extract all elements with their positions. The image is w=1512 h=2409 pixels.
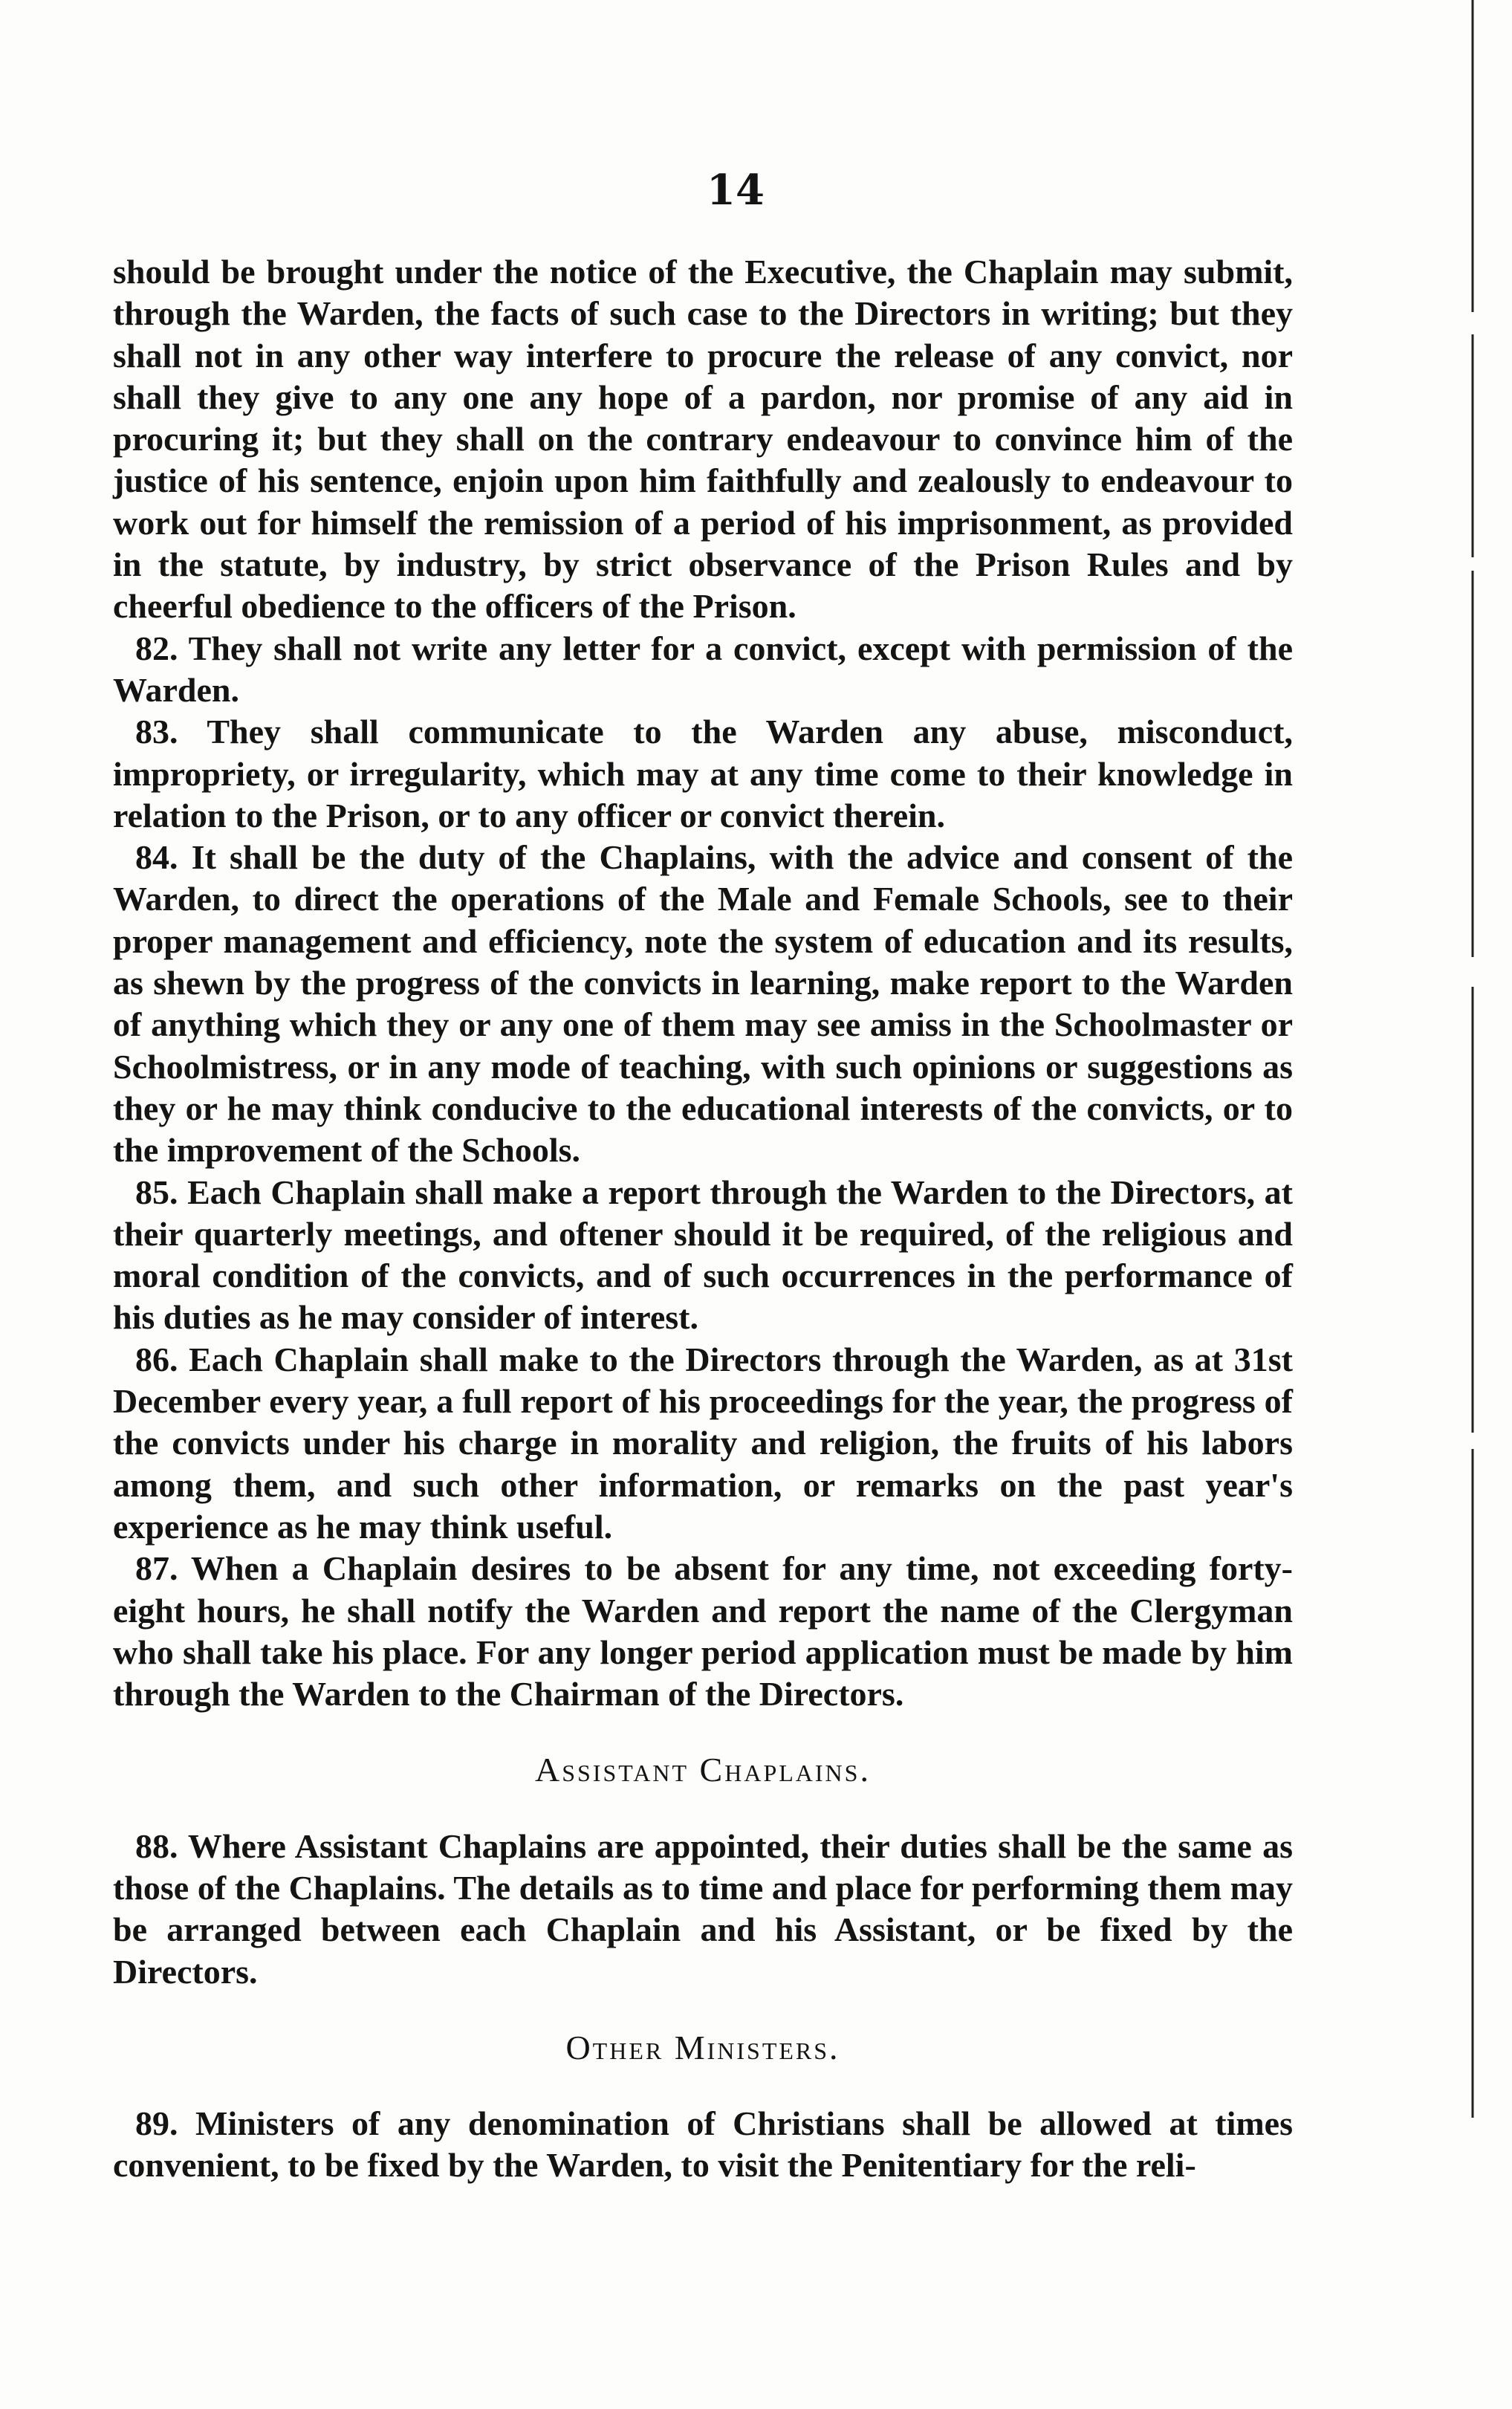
paragraph-85: 85. Each Chaplain shall make a report through the Warden to the Directors, at their quarterly meetings, and oftener should it be required, of the religious and moral condition of the convicts, and of such occurrences in the performance of his duties as he may consider of interest. [113,1173,1293,1337]
page-number: 14 [707,166,765,215]
paragraph-88: 88. Where Assistant Chaplains are appointed, their duties shall be the same as those of the Chaplains. The details as to time and place for performing them may be arranged between each Chaplain and his Assistant, or be fixed by the Directors. [113,1826,1293,1991]
paragraph-86: 86. Each Chaplain shall make to the Directors through the Warden, as at 31st December every year, a full report of his proceedings for the year, the progress of the convicts under his charge in morality and religion, the fruits of his labors among them, and such other information, or remarks on the past year's experience as he may think useful. [113,1340,1293,1546]
heading-other-ministers: Other Ministers. [565,2028,840,2066]
paragraph-continued: should be brought under the notice of the Executive, the Chaplain may submit, through the Warden, the facts of such case to the Directors in writing; but they shall not in any other way interfere to procure the release of any convict, nor shall they give to any one any hope of a pardon, nor promise of any aid in procuring it; but they shall on the contrary endeavour to convince him of the justice of his sentence, enjoin upon him faithfully and zealously to endeavour to work out for himself the remission of a period of his imprisonment, as provided in the statute, by industry, by strict observance of the Prison Rules and by cheerful obedience to the officers of the Prison. [113,253,1293,626]
paragraph-83: 83. They shall communicate to the Warden any abuse, misconduct, impropriety, or irregularity, which may at any time come to their knowledge in relation to the Prison, or to any officer or convict therein. [113,713,1293,834]
page-edge-line [1470,0,1475,2409]
paragraph-82: 82. They shall not write any letter for a convict, except with permission of the Warden. [113,629,1293,709]
paragraph-89: 89. Ministers of any denomination of Christians shall be allowed at times convenient, to be fixed by the Warden, to visit the Penitentiary for the reli- [113,2104,1293,2185]
heading-assistant-chaplains: Assistant Chaplains. [535,1751,871,1789]
paragraph-84: 84. It shall be the duty of the Chaplains, with the advice and consent of the Warden, to direct the operations of the Male and Female Schools, see to their proper management and efficiency, note the system of education and its results, as shewn by the progress of the convicts in learning, make report to the Warden of anything which they or any one of them may see amiss in the Schoolmaster or Schoolmistress, or in any mode of teaching, with such opinions or suggestions as they or he may think conducive to the educational interests of the convicts, or to the improvement of the Schools. [113,838,1293,1170]
body-text [113,251,1293,2187]
paragraph-87: 87. When a Chaplain desires to be absent for any time, not exceeding forty-eight hours, he shall notify the Warden and report the name of the Clergyman who shall take his place. For any longer period application must be made by him through the Warden to the Chairman of the Directors. [113,1549,1293,1713]
